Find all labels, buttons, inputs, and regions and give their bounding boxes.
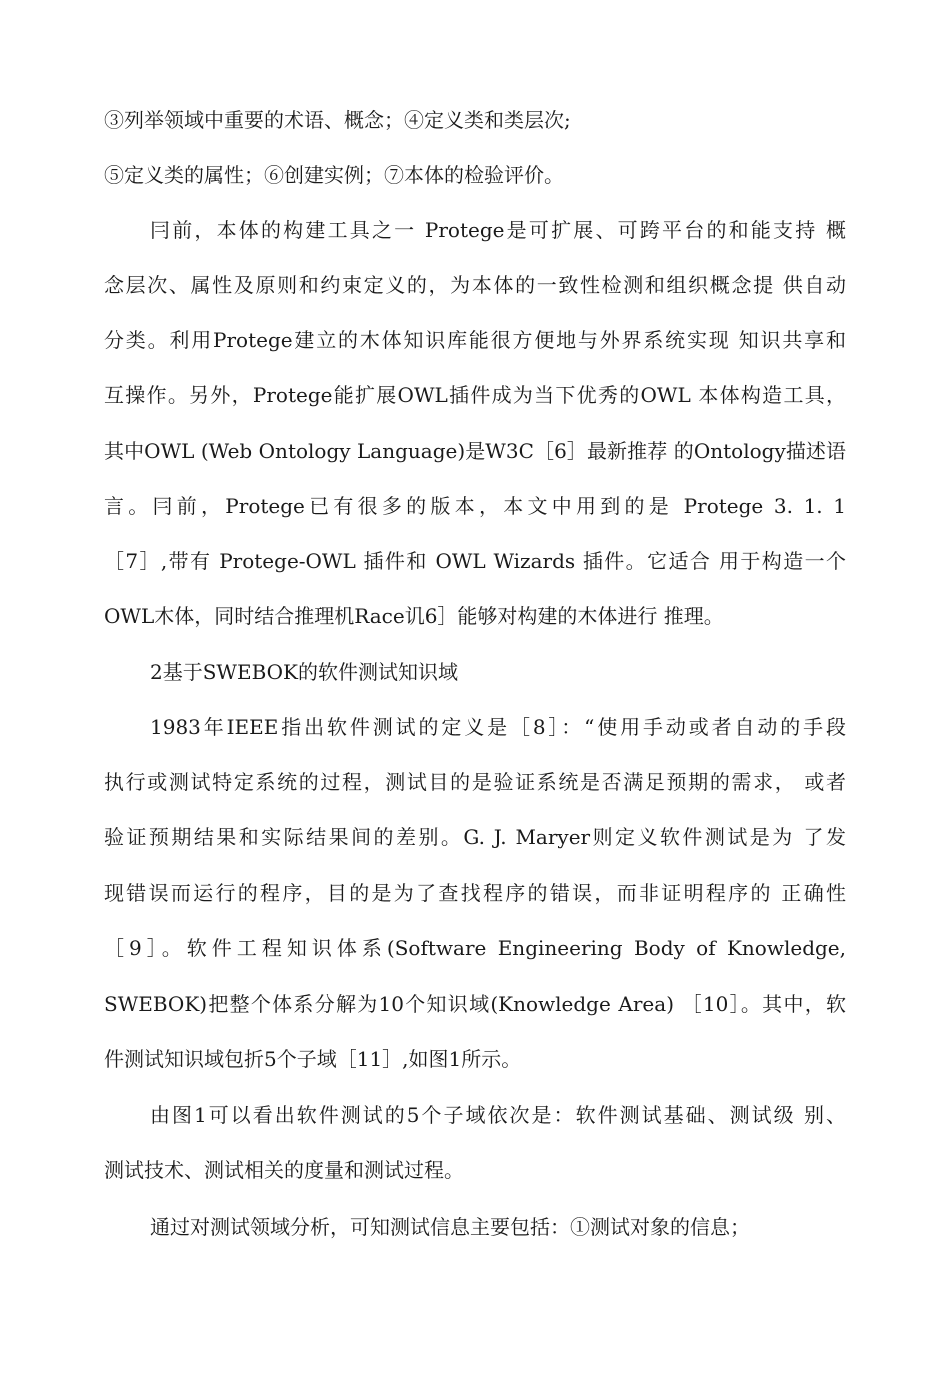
- text-line: 执行或测试特定系统的过程，测试目的是验证系统是否满足预期的需求， 或者: [104, 770, 846, 794]
- section-heading: 2基于SWEBOK的软件测试知识域: [150, 660, 458, 684]
- paragraph-first-line: 由图1可以看出软件测试的5个子域依次是：软件测试基础、测试级 别、: [150, 1103, 846, 1127]
- text-line: ⑤定义类的属性；⑥创建实例；⑦本体的检验评价。: [104, 163, 564, 187]
- text-line: 言。冃前，Protege已有很多的版本，本文中用到的是 Protege 3. 1. 1: [104, 494, 846, 518]
- text-line: 分类。利用Protege建立的木体知识库能很方便地与外界系统实现 知识共享和: [104, 328, 846, 352]
- text-line: ［7］,带有 Protege-OWL 插件和 OWL Wizards 插件。它适合 用于构造一个: [104, 549, 846, 573]
- paragraph-first-line: 冃前，本体的构建工具之一 Protege是可扩展、可跨平台的和能支持 概: [150, 218, 846, 242]
- text-line: 互操作。另外，Protege能扩展OWL插件成为当下优秀的OWL 本体构造工具，: [104, 383, 846, 407]
- text-line: ［9］。软件工程知识体系(Software Engineering Body of Knowledge,: [104, 936, 846, 960]
- text-line: 念层次、属性及原则和约束定义的，为本体的一致性检测和组织概念提 供自动: [104, 273, 846, 297]
- text-line: SWEBOK)把整个体系分解为10个知识域(Knowledge Area) ［10］。其中，软: [104, 992, 846, 1016]
- text-line: OWL木体，同时结合推理机Race讥6］能够对构建的木体进行 推理。: [104, 604, 724, 628]
- text-line: 件测试知识域包折5个子域［11］,如图1所示。: [104, 1047, 522, 1071]
- text-line: ③列举领域中重要的术语、概念；④定义类和类层次;: [104, 108, 571, 132]
- paragraph-first-line: 通过对测试领域分析，可知测试信息主要包括：①测试对象的信息；: [150, 1215, 750, 1239]
- paragraph-first-line: 1983年IEEE指出软件测试的定义是［8］：“使用手动或者自动的手段: [150, 715, 846, 739]
- text-line: 测试技术、测试相关的度量和测试过程。: [104, 1158, 464, 1182]
- text-line: 其中OWL (Web Ontology Language)是W3C［6］最新推荐 的Ontology描述语: [104, 439, 846, 463]
- text-line: 现错误而运行的程序，目的是为了查找程序的错误，而非证明程序的 正确性: [104, 881, 846, 905]
- text-line: 验证预期结果和实际结果间的差别。G. J. Maryer则定义软件测试是为 了发: [104, 825, 846, 849]
